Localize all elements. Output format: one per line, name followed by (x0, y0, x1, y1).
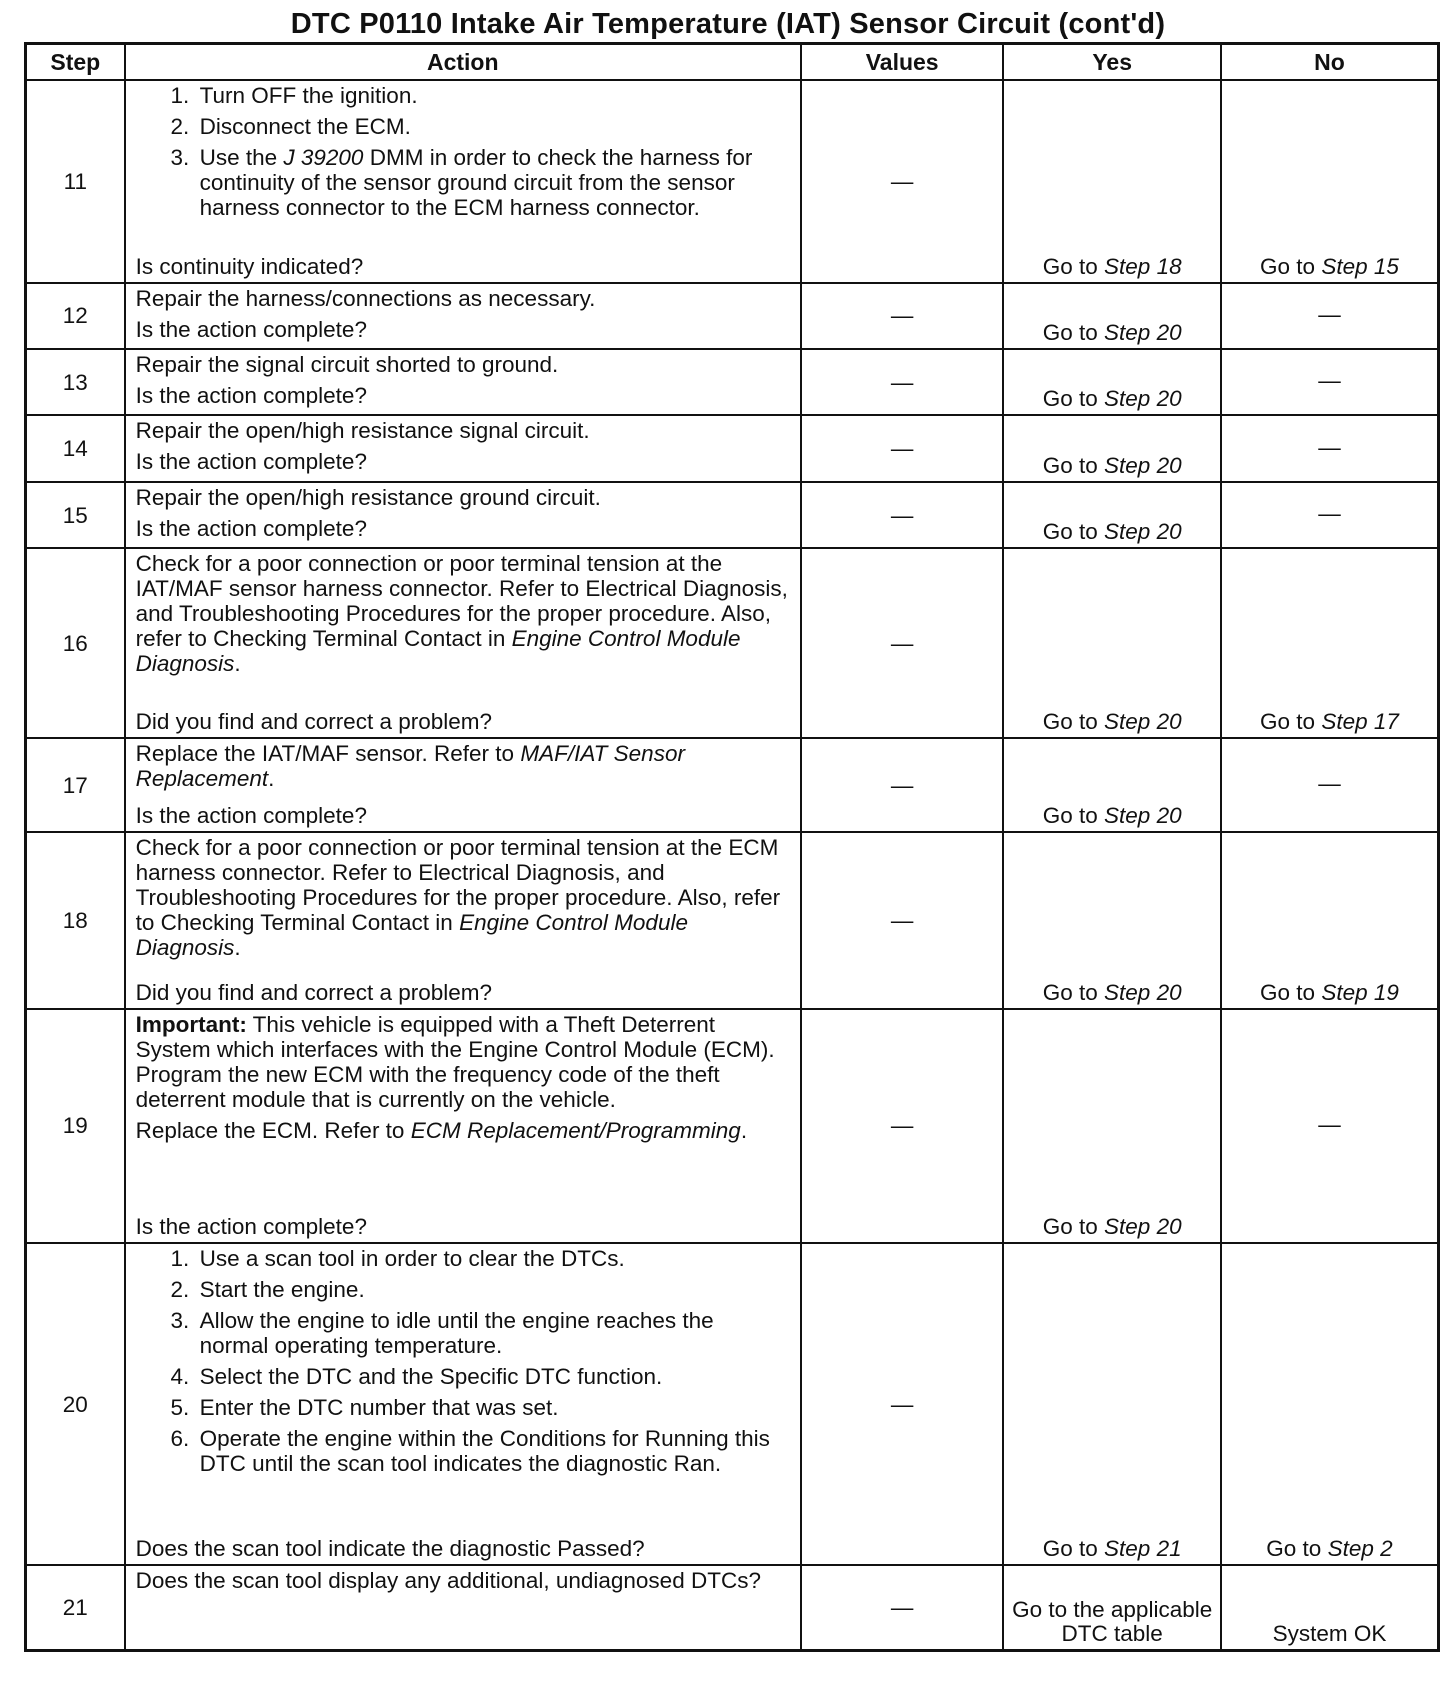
action-cell (125, 482, 801, 548)
action-text: Check for a poor connection or poor terminal tension at the IAT/MAF sensor harness connector. Refer to Electrical Diagnosis, and Troubleshooting Procedures for the proper procedure. Also, refer to Checking Terminal Contact in Engine Control Module Diagnosis. (135, 551, 788, 677)
table-row (26, 283, 1439, 349)
action-question: Is the action complete? (135, 515, 367, 541)
procedure-list (136, 83, 788, 226)
yes-link[interactable] (1003, 415, 1221, 481)
table-row (26, 1565, 1439, 1650)
header-no: No (1221, 44, 1439, 81)
step-number: 12 (26, 283, 125, 349)
table-row (26, 349, 1439, 415)
no-link[interactable] (1221, 80, 1439, 283)
list-item: 6. Operate the engine within the Conditions for Running this DTC until the scan tool indicates the diagnostic Ran. (196, 1426, 788, 1476)
table-row (26, 832, 1439, 1009)
value-cell: — (801, 832, 1003, 1009)
step-word: Step (1104, 709, 1151, 735)
table-row (26, 738, 1439, 831)
goto-label: Go to (1260, 253, 1322, 279)
action-question: Is the action complete? (135, 316, 367, 342)
list-item: 4. Select the DTC and the Specific DTC function. (196, 1364, 788, 1389)
header-step: Step (26, 44, 125, 81)
step-word: Step (1104, 253, 1151, 279)
goto-label: Go to (1042, 802, 1105, 828)
table-row (26, 1009, 1439, 1244)
value-cell: — (801, 482, 1003, 548)
list-item: 1. Use a scan tool in order to clear the DTCs. (196, 1246, 788, 1271)
goto-label: Go to (1042, 979, 1105, 1005)
action-text: Replace the ECM. Refer to ECM Replacement/Programming. (135, 1117, 748, 1143)
yes-link[interactable] (1003, 1009, 1221, 1244)
action-question: Is the action complete? (135, 1214, 367, 1240)
goto-step-number: 20 (1156, 320, 1182, 345)
header-action: Action (125, 44, 801, 81)
list-item: 2. Disconnect the ECM. (196, 114, 788, 139)
goto-label: Go to (1042, 253, 1105, 279)
goto-step-number: 20 (1156, 709, 1182, 735)
step-word: Step (1104, 386, 1151, 412)
action-cell (125, 283, 801, 349)
goto-step-number: 20 (1156, 386, 1182, 412)
manual-reference: ECM Replacement/Programming (410, 1117, 741, 1143)
table-row (26, 1243, 1439, 1565)
action-cell (125, 738, 801, 831)
value-cell: — (801, 1009, 1003, 1244)
action-cell (125, 349, 801, 415)
step-word: Step (1321, 709, 1368, 735)
action-cell (125, 832, 801, 1009)
yes-link[interactable] (1003, 832, 1221, 1009)
item-text: Use the (199, 145, 284, 170)
goto-step-number: 2 (1380, 1536, 1393, 1562)
no-cell: — (1221, 482, 1439, 548)
header-row (26, 44, 1439, 81)
yes-link[interactable] (1003, 1243, 1221, 1565)
goto-label: Go to (1042, 519, 1105, 545)
goto-step-number: 20 (1156, 452, 1182, 478)
goto-step-number: 15 (1373, 253, 1399, 279)
goto-label: Go to (1042, 320, 1105, 345)
goto-step-number: 18 (1156, 253, 1182, 279)
action-text: Repair the open/high resistance signal circuit. (135, 418, 590, 444)
goto-label: Go to (1266, 1536, 1328, 1562)
list-item: 5. Enter the DTC number that was set. (196, 1395, 788, 1420)
step-word: Step (1104, 452, 1151, 478)
action-text: Repair the open/high resistance ground circuit. (135, 484, 601, 510)
list-item: 2. Start the engine. (196, 1277, 788, 1302)
list-item (196, 145, 788, 220)
tool-reference: J 39200 (283, 145, 364, 170)
procedure-list (136, 1246, 788, 1482)
value-cell: — (801, 1565, 1003, 1650)
action-question: Did you find and correct a problem? (135, 709, 493, 735)
goto-step-number: 17 (1373, 709, 1399, 735)
no-result: System OK (1221, 1565, 1439, 1650)
yes-link[interactable] (1003, 80, 1221, 283)
table-row (26, 482, 1439, 548)
goto-label: Go to (1042, 386, 1105, 412)
step-number: 14 (26, 415, 125, 481)
action-cell (125, 1009, 801, 1244)
no-cell: — (1221, 349, 1439, 415)
instruction-text: Replace the IAT/MAF sensor. Refer to (135, 741, 521, 767)
action-text: Repair the harness/connections as necessary. (135, 285, 596, 311)
goto-step-number: 21 (1156, 1536, 1182, 1562)
no-link[interactable] (1221, 1243, 1439, 1565)
document-title: DTC P0110 Intake Air Temperature (IAT) Sensor Circuit (cont'd) (290, 8, 1166, 40)
step-number: 18 (26, 832, 125, 1009)
action-cell (125, 548, 801, 738)
action-question: Does the scan tool display any additional, undiagnosed DTCs? (135, 1568, 761, 1594)
action-question: Does the scan tool indicate the diagnostic Passed? (135, 1536, 645, 1562)
value-cell: — (801, 349, 1003, 415)
no-cell: — (1221, 283, 1439, 349)
step-word: Step (1104, 1536, 1151, 1562)
no-cell: — (1221, 738, 1439, 831)
action-cell (125, 415, 801, 481)
step-word: Step (1327, 1536, 1374, 1562)
goto-step-number: 19 (1373, 979, 1399, 1005)
value-cell: — (801, 415, 1003, 481)
important-label: Important: (135, 1011, 247, 1037)
manual-reference: MAF/IAT Sensor Replacement (135, 741, 685, 792)
goto-step-number: 20 (1156, 979, 1182, 1005)
diagnostic-table (24, 42, 1440, 1652)
action-cell (125, 1243, 801, 1565)
step-word: Step (1104, 1214, 1151, 1240)
goto-label: Go to (1042, 709, 1105, 735)
value-cell: — (801, 548, 1003, 738)
no-cell: — (1221, 1009, 1439, 1244)
no-cell: — (1221, 415, 1439, 481)
value-cell: — (801, 1243, 1003, 1565)
goto-label: Go to (1042, 452, 1105, 478)
yes-link[interactable] (1003, 349, 1221, 415)
step-word: Step (1104, 519, 1151, 545)
step-number: 16 (26, 548, 125, 738)
step-word: Step (1321, 979, 1368, 1005)
step-number: 21 (26, 1565, 125, 1650)
step-word: Step (1104, 802, 1151, 828)
manual-reference: Engine Control Module Diagnosis (135, 909, 688, 960)
action-text: Replace the IAT/MAF sensor. Refer to MAF/IAT Sensor Replacement. (135, 741, 685, 792)
yes-link[interactable] (1003, 738, 1221, 831)
table-row (26, 80, 1439, 283)
step-word: Step (1104, 979, 1151, 1005)
goto-label: Go to (1260, 979, 1322, 1005)
table-row (26, 415, 1439, 481)
value-cell: — (801, 283, 1003, 349)
no-link[interactable] (1221, 832, 1439, 1009)
manual-reference: Engine Control Module Diagnosis (135, 626, 741, 677)
yes-link[interactable] (1003, 283, 1221, 349)
step-number: 17 (26, 738, 125, 831)
goto-label: Go to (1042, 1536, 1105, 1562)
instruction-text: Replace the ECM. Refer to (135, 1117, 411, 1143)
action-cell (125, 1565, 801, 1650)
goto-step-number: 20 (1156, 802, 1182, 828)
value-cell: — (801, 738, 1003, 831)
step-word: Step (1321, 253, 1368, 279)
header-values: Values (801, 44, 1003, 81)
no-link[interactable] (1221, 548, 1439, 738)
step-number: 15 (26, 482, 125, 548)
goto-label: Go to (1260, 709, 1322, 735)
action-question: Did you find and correct a problem? (135, 979, 493, 1005)
action-question: Is the action complete? (135, 449, 367, 475)
list-item: 1. Turn OFF the ignition. (196, 83, 788, 108)
list-item: 3. Allow the engine to idle until the engine reaches the normal operating temperature. (196, 1308, 788, 1358)
value-cell: — (801, 80, 1003, 283)
goto-label: Go to (1042, 1214, 1105, 1240)
action-text: Repair the signal circuit shorted to ground. (135, 352, 559, 377)
table-row (26, 548, 1439, 738)
instruction-text: Check for a poor connection or poor terminal tension at the ECM harness connector. Refer to Electrical Diagnosis, and Troubleshooting Procedures for the proper procedure. Also, refer to Checking Terminal Contact in (135, 834, 781, 935)
yes-link[interactable]: Go to the applicable DTC table (1003, 1565, 1221, 1650)
header-yes: Yes (1003, 44, 1221, 81)
important-note (136, 1012, 788, 1112)
yes-link[interactable] (1003, 548, 1221, 738)
step-number: 20 (26, 1243, 125, 1565)
step-word: Step (1104, 320, 1151, 345)
step-number: 11 (26, 80, 125, 283)
step-number: 19 (26, 1009, 125, 1244)
action-question: Is the action complete? (135, 383, 367, 408)
action-question: Is the action complete? (135, 802, 367, 828)
yes-link[interactable] (1003, 482, 1221, 548)
action-cell (125, 80, 801, 283)
item-text: DMM in order to check the harness for continuity of the sensor ground circuit from the sensor harness connector to the ECM harness connector. (199, 145, 753, 220)
action-text: Check for a poor connection or poor terminal tension at the ECM harness connector. Refer to Electrical Diagnosis, and Troubleshooting Procedures for the proper procedure. Also, refer to Checking Terminal Contact in Engine Control Module Diagnosis. (135, 834, 781, 960)
important-text: This vehicle is equipped with a Theft Deterrent System which interfaces with the Engine Control Module (ECM). Program the new ECM with the frequency code of the theft deterrent module that is currently on the vehicle. (135, 1011, 775, 1112)
action-question: Is continuity indicated? (135, 253, 364, 279)
step-number: 13 (26, 349, 125, 415)
instruction-text: Check for a poor connection or poor terminal tension at the IAT/MAF sensor harness connector. Refer to Electrical Diagnosis, and Troubleshooting Procedures for the proper procedure. Also, refer to Checking Terminal Contact in (135, 551, 788, 652)
goto-step-number: 20 (1156, 1214, 1182, 1240)
goto-step-number: 20 (1156, 519, 1182, 545)
